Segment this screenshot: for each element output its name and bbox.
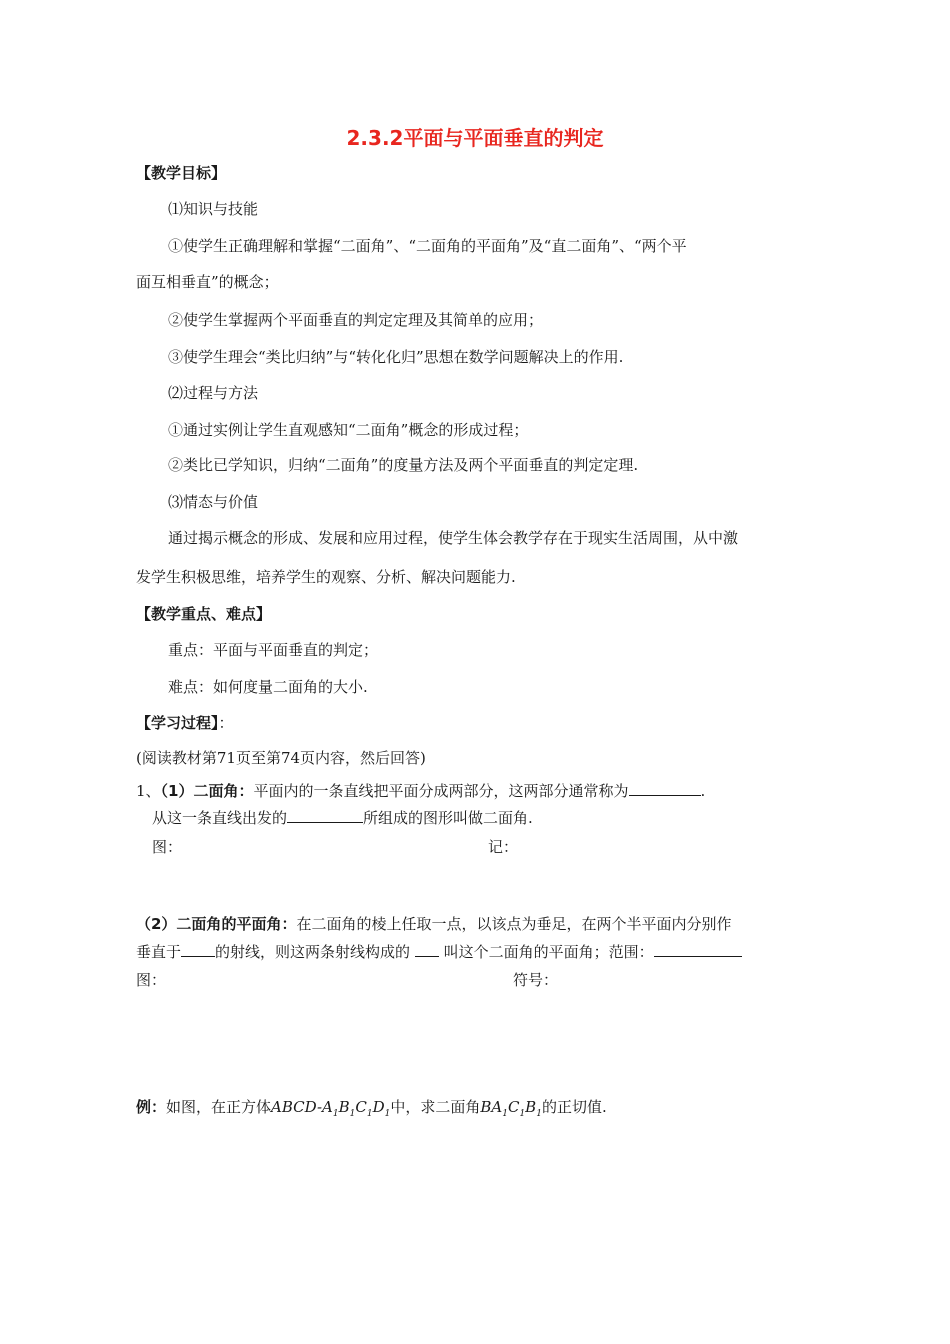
process-heading-line: [136, 713, 234, 733]
example-label: 例：: [136, 1098, 167, 1116]
question-1-notation-label: 记：: [488, 838, 519, 856]
answer-blank-2[interactable]: [287, 808, 363, 823]
question-1-text: 平面内的一条直线把平面分成两部分，这两部分通常称为: [253, 782, 629, 800]
difficulty-point: 难点：如何度量二面角的大小.: [168, 678, 368, 696]
process-heading-suffix: ：: [218, 714, 234, 732]
emotion-value-line-1: 通过揭示概念的形成、发展和应用过程，使学生体会教学存在于现实生活周围，从中激: [168, 529, 739, 547]
emotion-value-line-2: 发学生积极思维，培养学生的观察、分析、解决问题能力.: [136, 568, 516, 586]
answer-blank-1[interactable]: [629, 781, 701, 796]
question-1b-end: 所组成的图形叫做二面角.: [363, 809, 533, 827]
question-1-end: .: [700, 782, 706, 800]
question-2-figure-label: 图：: [136, 971, 167, 989]
question-1-line-2: [152, 808, 533, 828]
question-2-label: （2）二面角的平面角：: [136, 915, 297, 933]
example-line: [136, 1097, 607, 1124]
question-1-number: 1、: [136, 782, 161, 800]
process-method-item-2: ②类比已学知识，归纳“二面角”的度量方法及两个平面垂直的判定定理.: [168, 456, 639, 474]
cube-name: ABCD-$A_1B_1C_1D_1$: [271, 1098, 391, 1119]
keypoints-heading: 【教学重点、难点】: [136, 605, 272, 623]
knowledge-item-2: ②使学生掌握两个平面垂直的判定定理及其简单的应用；: [168, 311, 544, 329]
question-1-figure-label: 图：: [152, 838, 183, 856]
question-1b-start: 从这一条直线出发的: [152, 809, 288, 827]
knowledge-item-3: ③使学生理会“类比归纳”与“转化化归”思想在数学问题解决上的作用.: [168, 348, 624, 366]
question-2b-mid2: 叫这个二面角的平面角；范围：: [443, 943, 654, 961]
process-method-title: ⑵过程与方法: [168, 384, 259, 402]
key-point: 重点：平面与平面垂直的判定；: [168, 641, 379, 659]
example-text-end: 的正切值.: [541, 1098, 607, 1116]
answer-blank-3[interactable]: [181, 942, 215, 957]
document-title: 2.3.2平面与平面垂直的判定: [346, 126, 604, 150]
question-2-line-1: [136, 914, 731, 934]
emotion-value-title: ⑶情态与价值: [168, 493, 259, 511]
knowledge-item-1-line-2: 面互相垂直”的概念；: [136, 273, 279, 291]
example-text-mid: 中，求二面角: [390, 1098, 481, 1116]
example-text-start: 如图，在正方体: [166, 1098, 272, 1116]
question-1-label: （1）二面角：: [160, 782, 254, 800]
process-method-item-1: ①通过实例让学生直观感知“二面角”概念的形成过程；: [168, 421, 529, 439]
dihedral-angle-name: $BA_1C_1B_1$: [480, 1098, 542, 1119]
question-2-text: 在二面角的棱上任取一点，以该点为垂足，在两个半平面内分别作: [296, 915, 732, 933]
question-2-line-2: [136, 942, 742, 962]
reading-instruction: (阅读教材第71页至第74页内容，然后回答): [136, 749, 426, 767]
question-2b-mid: 的射线，则这两条射线构成的: [215, 943, 411, 961]
question-2-symbol-label: 符号：: [513, 971, 559, 989]
process-heading: 【学习过程】: [136, 714, 219, 732]
goals-heading: 【教学目标】: [136, 164, 227, 182]
answer-blank-5[interactable]: [654, 942, 742, 957]
knowledge-item-1-line-1: ①使学生正确理解和掌握“二面角”、“二面角的平面角”及“直二面角”、“两个平: [168, 237, 687, 255]
knowledge-title: ⑴知识与技能: [168, 200, 259, 218]
answer-blank-4[interactable]: [415, 942, 439, 957]
question-2b-start: 垂直于: [136, 943, 182, 961]
question-1-line-1: [136, 781, 705, 801]
